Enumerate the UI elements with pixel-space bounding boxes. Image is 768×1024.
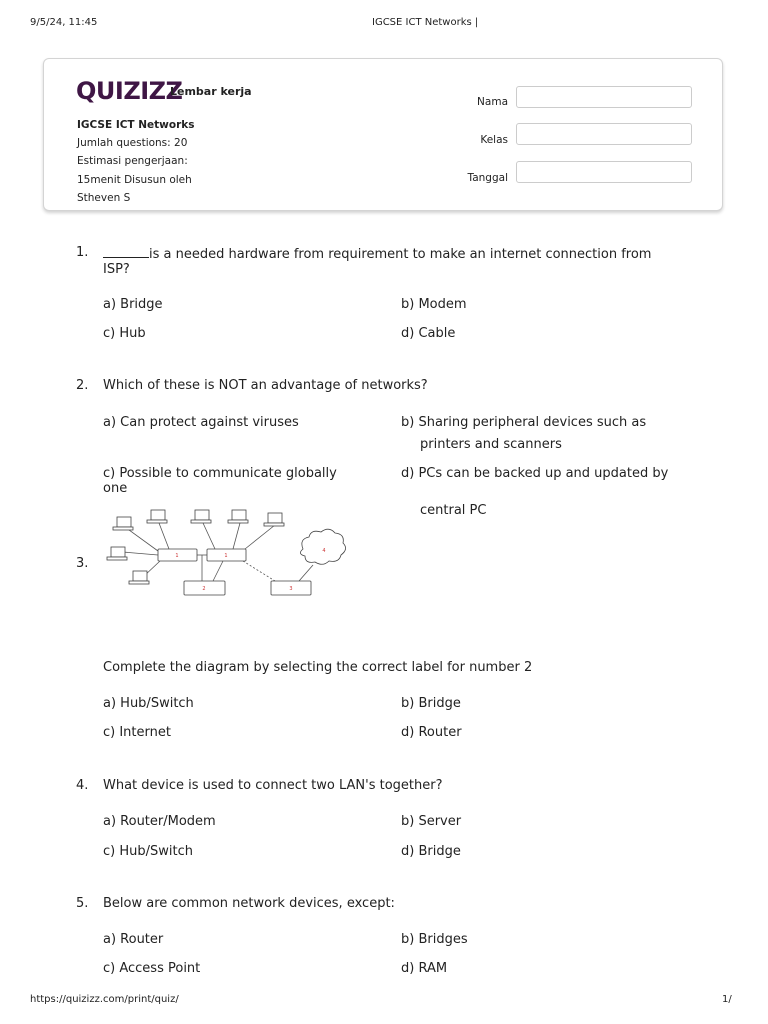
quiz-title: IGCSE ICT Networks: [77, 119, 195, 131]
question-2-option-b[interactable]: b) Sharing peripheral devices such as: [401, 415, 647, 430]
quizizz-logo: QUIZIZZ: [76, 77, 183, 105]
print-datetime: 9/5/24, 11:45: [30, 17, 98, 28]
network-diagram: [103, 505, 346, 598]
question-2-number: 2.: [76, 378, 89, 393]
question-5-option-d[interactable]: d) RAM: [401, 961, 448, 976]
question-count: Jumlah questions: 20: [77, 137, 188, 149]
author-name: Stheven S: [77, 192, 131, 204]
question-3-option-d[interactable]: d) Router: [401, 725, 462, 740]
question-2-option-a[interactable]: a) Can protect against viruses: [103, 415, 299, 430]
diagram-label-2: 2: [202, 586, 206, 592]
name-field[interactable]: [516, 86, 692, 108]
question-5-text: Below are common network devices, except:: [103, 896, 395, 911]
question-3-option-c[interactable]: c) Internet: [103, 725, 171, 740]
question-4-text: What device is used to connect two LAN's together?: [103, 778, 443, 793]
name-label: Nama: [477, 96, 508, 108]
question-1-text: [103, 245, 651, 277]
question-4-option-c[interactable]: c) Hub/Switch: [103, 844, 193, 859]
question-1-option-d[interactable]: d) Cable: [401, 326, 456, 341]
question-1-option-a[interactable]: a) Bridge: [103, 297, 163, 312]
print-url[interactable]: https://quizizz.com/print/quiz/: [30, 994, 179, 1005]
question-1-number: 1.: [76, 245, 89, 260]
question-5-option-a[interactable]: a) Router: [103, 932, 164, 947]
question-4-option-d[interactable]: d) Bridge: [401, 844, 461, 859]
question-1-option-c[interactable]: c) Hub: [103, 326, 146, 341]
diagram-label-4: 4: [322, 548, 326, 554]
diagram-label-3: 3: [289, 586, 293, 592]
question-4-option-b[interactable]: b) Server: [401, 814, 462, 829]
question-3-option-b[interactable]: b) Bridge: [401, 696, 461, 711]
class-label: Kelas: [480, 134, 508, 146]
print-title: IGCSE ICT Networks |: [372, 17, 479, 28]
date-label: Tanggal: [467, 172, 508, 184]
question-2-text: Which of these is NOT an advantage of networks?: [103, 378, 428, 393]
print-page-number: 1/: [722, 994, 732, 1005]
question-4-number: 4.: [76, 778, 89, 793]
diagram-label-1a: 1: [175, 553, 179, 559]
question-1-option-b[interactable]: b) Modem: [401, 297, 467, 312]
question-1-text-line2: ISP?: [103, 262, 130, 277]
question-2-option-c[interactable]: c) Possible to communicate globally: [103, 466, 337, 481]
question-3-option-a[interactable]: a) Hub/Switch: [103, 696, 194, 711]
question-5-option-b[interactable]: b) Bridges: [401, 932, 468, 947]
question-2-option-d[interactable]: d) PCs can be backed up and updated by: [401, 466, 669, 481]
question-2-option-d-cont: central PC: [420, 503, 487, 518]
question-5-number: 5.: [76, 896, 89, 911]
question-3-number: 3.: [76, 556, 89, 571]
fill-blank: [103, 245, 149, 258]
question-5-option-c[interactable]: c) Access Point: [103, 961, 201, 976]
question-2-option-b-cont: printers and scanners: [420, 437, 562, 452]
question-4-option-a[interactable]: a) Router/Modem: [103, 814, 216, 829]
question-2-option-c-cont: one: [103, 481, 128, 496]
question-3-text: Complete the diagram by selecting the correct label for number 2: [103, 660, 533, 675]
worksheet-subtitle: Lembar kerja: [170, 85, 252, 98]
estimate-label: Estimasi pengerjaan:: [77, 155, 188, 167]
question-1-text-line1: is a needed hardware from requirement to make an internet connection from: [149, 247, 652, 262]
class-field[interactable]: [516, 123, 692, 145]
date-field[interactable]: [516, 161, 692, 183]
diagram-label-1b: 1: [224, 553, 228, 559]
worksheet-header-card: [43, 58, 723, 211]
estimate-line: 15menit Disusun oleh: [77, 174, 192, 186]
